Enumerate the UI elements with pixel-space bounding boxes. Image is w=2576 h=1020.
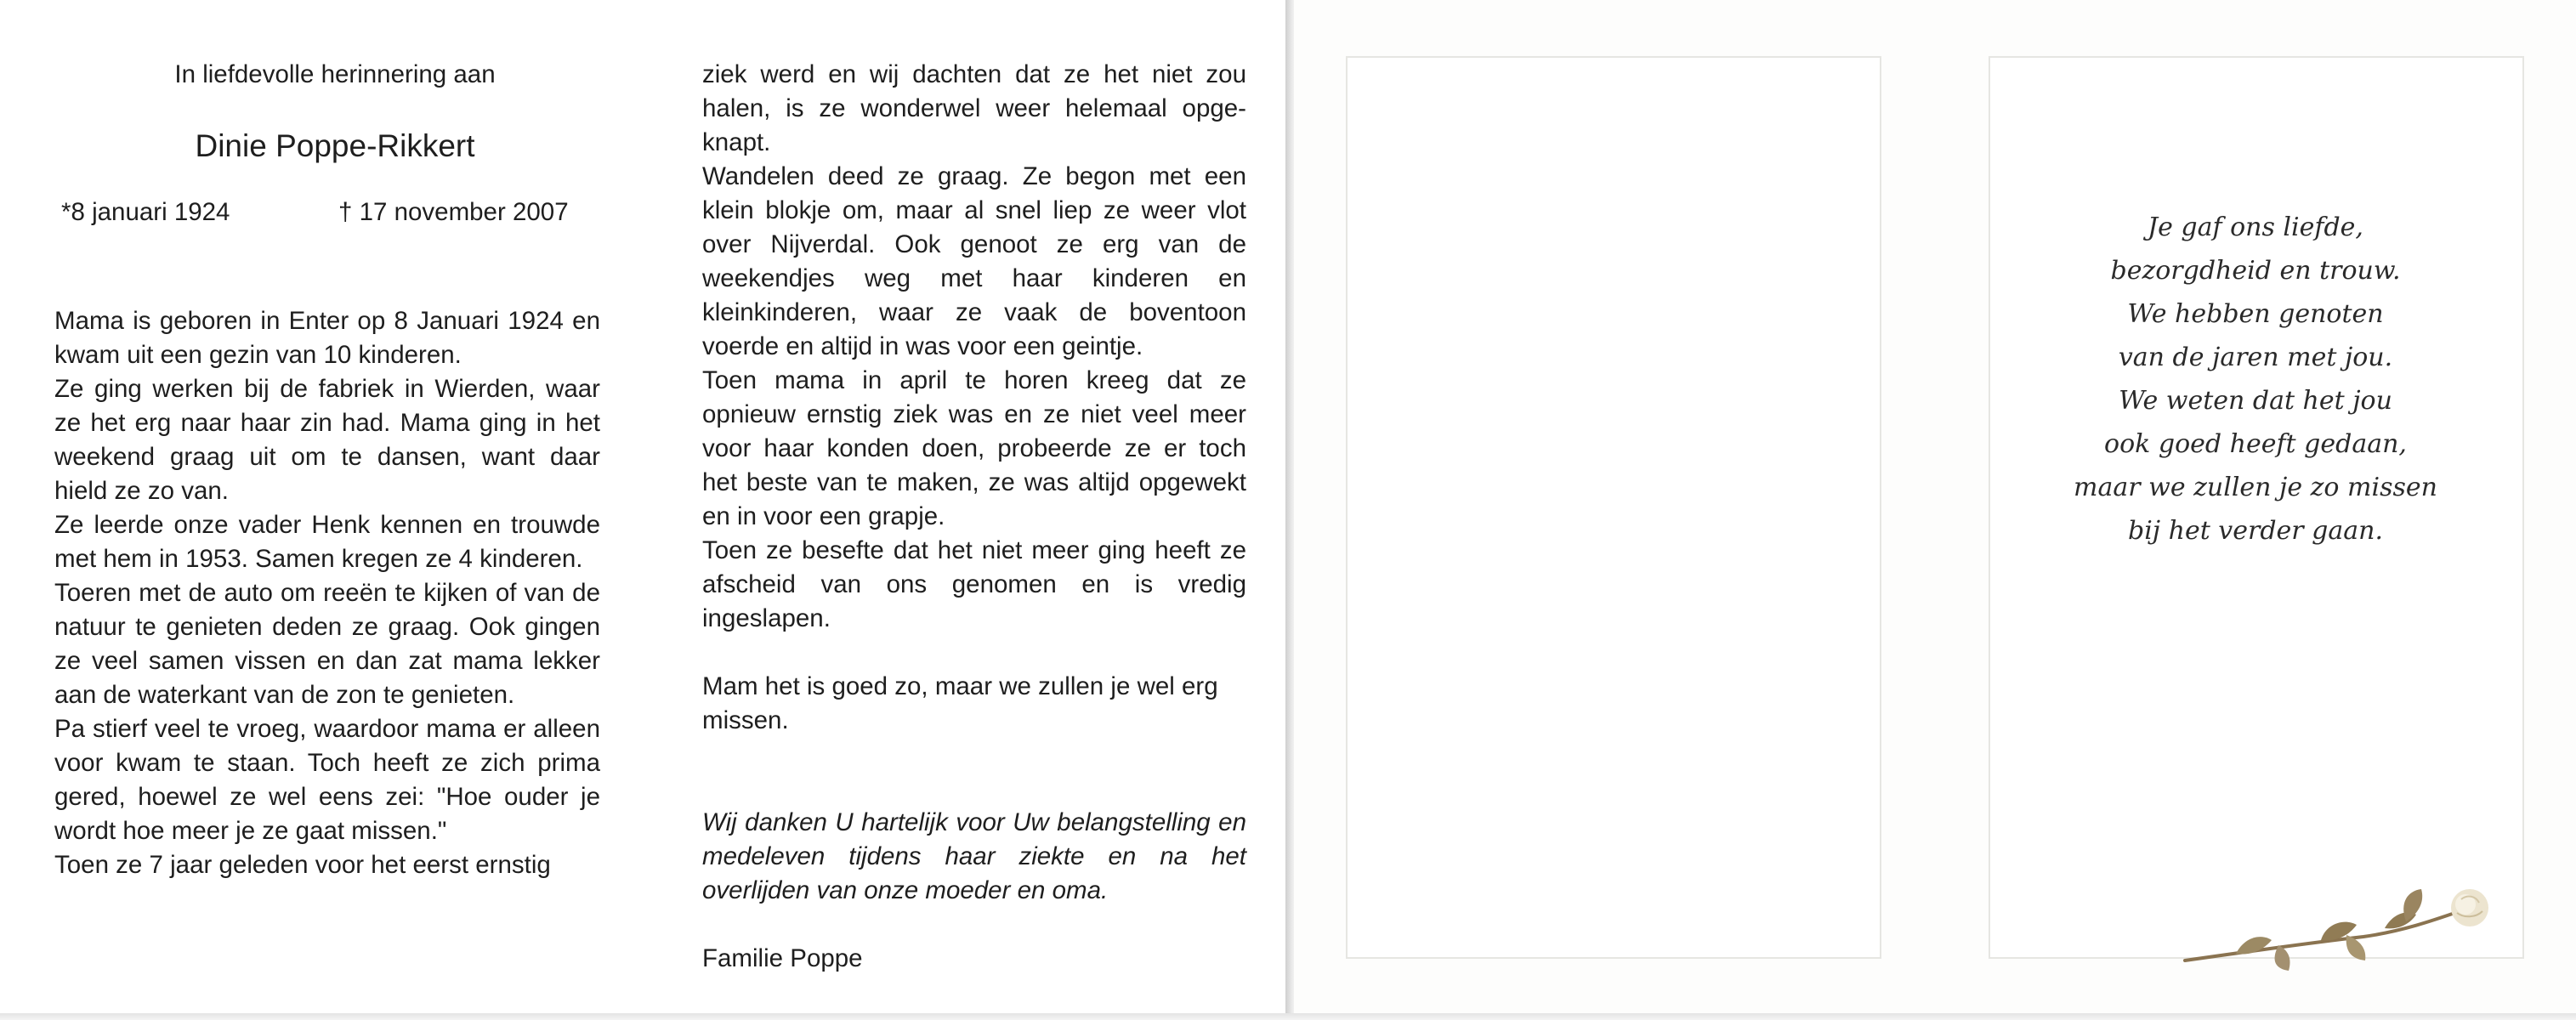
closing-text: Mam het is goed zo, maar we zullen je wel erg missen. bbox=[702, 672, 1218, 734]
deceased-name: Dinie Poppe-Rikkert bbox=[195, 128, 475, 163]
birth-date: *8 januari 1924 bbox=[61, 198, 230, 226]
poem-line: ook goed heeft gedaan, bbox=[2104, 429, 2407, 459]
biography-paragraph: ziek werd en wij dachten dat ze het niet zou halen, is ze wonderwel weer helemaal opge-knapt. bbox=[702, 60, 1246, 156]
poem-line: bij het verder gaan. bbox=[2127, 516, 2383, 546]
header-block bbox=[54, 58, 599, 230]
fold-shadow bbox=[1285, 0, 1294, 1020]
biography-paragraph: Pa stierf veel te vroeg, waardoor mama er alleen voor kwam te staan. Toch heeft ze zich prima gered, hoewel ze wel eens zei: "Hoe ouder je wordt hoe meer je ze gaat missen." bbox=[54, 715, 600, 845]
spacer bbox=[702, 636, 1246, 670]
poem-line: van de jaren met jou. bbox=[2118, 343, 2393, 372]
biography-paragraph: Ze leerde onze vader Henk kennen en trouwde met hem in 1953. Samen kregen ze 4 kinderen. bbox=[54, 511, 600, 573]
intro-text: In liefdevolle herinnering aan bbox=[174, 60, 496, 88]
spacer bbox=[702, 738, 1246, 772]
spacer bbox=[702, 772, 1246, 806]
poem-line: bezorgdheid en trouw. bbox=[2110, 256, 2401, 286]
biography-paragraph: Wandelen deed ze graag. Ze begon met een klein blokje om, maar al snel liep ze weer vlot over Nijverdal. Ook genoot ze erg van de weekendjes weg met haar kinderen en kleinkinderen, waar ze vaak de boventoon voerde en altijd in was voor een geintje. bbox=[702, 162, 1246, 360]
poem-line: Je gaf ons liefde, bbox=[2148, 212, 2363, 242]
poem-line: We weten dat het jou bbox=[2119, 386, 2392, 416]
spacer bbox=[702, 908, 1246, 942]
biography-paragraph: Toen ze 7 jaar geleden voor het eerst ernstig bbox=[54, 851, 551, 879]
death-date: † 17 november 2007 bbox=[338, 198, 569, 226]
poem bbox=[1989, 206, 2522, 552]
card-inner-left bbox=[0, 0, 1288, 1013]
signature: Familie Poppe bbox=[702, 944, 863, 972]
poem-line: We hebben genoten bbox=[2127, 299, 2384, 329]
card-bottom-edge bbox=[0, 1013, 2576, 1020]
poem-line: maar we zullen je zo missen bbox=[2074, 473, 2437, 502]
biography-paragraph: Ze ging werken bij de fabriek in Wierden, waar ze het erg naar haar zin had. Mama ging in het weekend graag uit om te dansen, want daar hield ze zo van. bbox=[54, 375, 600, 505]
biography-column-two bbox=[702, 58, 1246, 976]
biography-column-one bbox=[54, 304, 600, 882]
life-dates bbox=[54, 196, 599, 230]
thanks-text: Wij danken U hartelijk voor Uw belangstelling en medeleven tijdens haar ziekte en na het overlijden van onze moeder en oma. bbox=[702, 808, 1246, 904]
biography-paragraph: Toeren met de auto om reeën te kijken of van de natuur te genieten deden ze graag. Ook gingen ze veel samen vissen en dan zat mama lekker aan de waterkant van de zon te genieten. bbox=[54, 579, 600, 709]
empty-frame bbox=[1346, 56, 1881, 959]
biography-paragraph: Toen mama in april te horen kreeg dat ze opnieuw ernstig ziek was en ze niet veel meer voor haar konden doen, probeerde ze er toch het beste van te maken, ze was altijd opgewekt en in voor een grapje. bbox=[702, 366, 1246, 530]
rose-icon bbox=[2176, 884, 2491, 978]
biography-paragraph: Toen ze besefte dat het niet meer ging heeft ze afscheid van ons genomen en is vredig ingeslapen. bbox=[702, 536, 1246, 632]
biography-paragraph: Mama is geboren in Enter op 8 Januari 1924 en kwam uit een gezin van 10 kinderen. bbox=[54, 307, 600, 369]
